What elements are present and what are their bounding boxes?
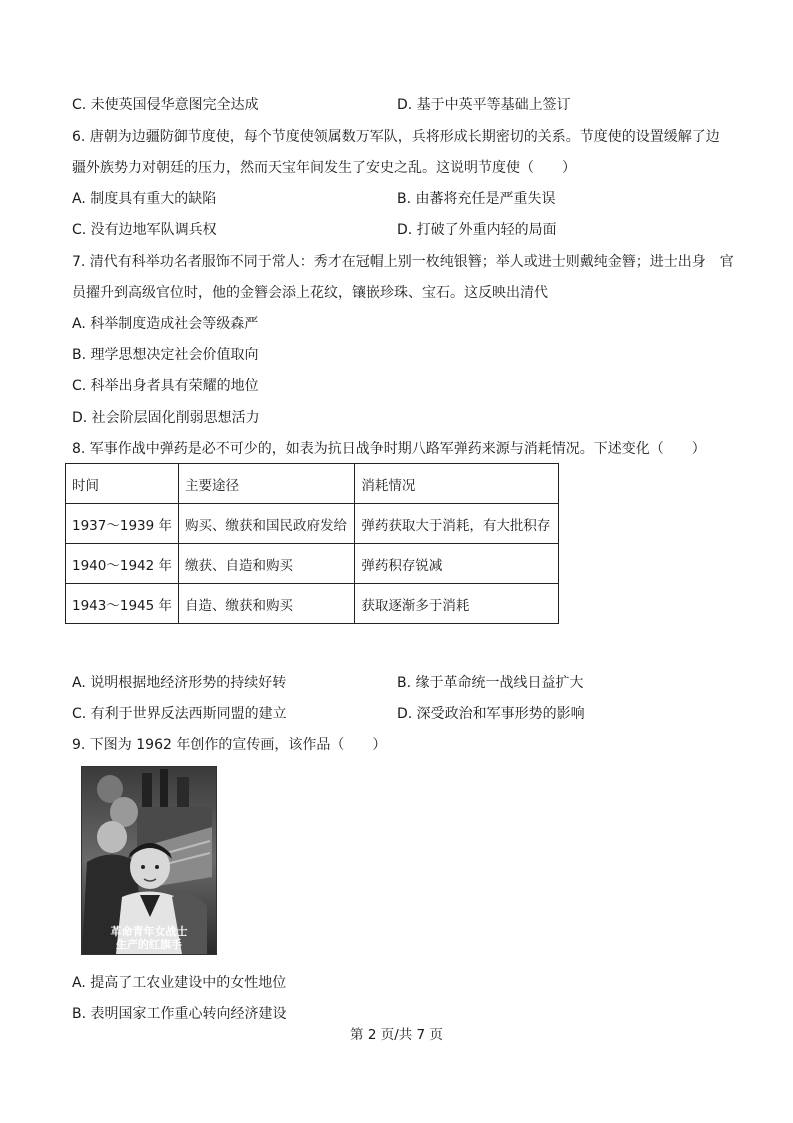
q6-option-d: D. 打破了外重内轻的局面: [397, 222, 557, 238]
q6-option-c: C. 没有边地军队调兵权: [72, 222, 217, 238]
q5-option-d: D. 基于中英平等基础上签订: [397, 97, 571, 113]
table-row: [66, 504, 559, 544]
q9-option-a: A. 提高了工农业建设中的女性地位: [72, 975, 287, 991]
table-header-cell: 时间: [66, 464, 179, 504]
q6-stem-line2: 疆外族势力对朝廷的压力，然而天宝年间发生了安史之乱。这说明节度使（ ）: [72, 160, 576, 176]
table-row: [66, 544, 559, 584]
q9-option-b: B. 表明国家工作重心转向经济建设: [72, 1006, 287, 1022]
table-cell: 弹药积存锐减: [355, 544, 559, 584]
table-cell: 自造、缴获和购买: [179, 584, 355, 624]
q9-stem: 9. 下图为 1962 年创作的宣传画，该作品（ ）: [72, 737, 387, 753]
q8-option-a: A. 说明根据地经济形势的持续好转: [72, 675, 287, 691]
q7-option-d: D. 社会阶层固化削弱思想活力: [72, 410, 260, 426]
q6-option-b: B. 由蕃将充任是严重失误: [397, 191, 556, 207]
q5-option-c: C. 未使英国侵华意图完全达成: [72, 97, 259, 113]
table-cell: 弹药获取大于消耗，有大批积存: [355, 504, 559, 544]
poster-caption-line1: 革命青年女战士: [110, 925, 188, 938]
q6-stem-line1: 6. 唐朝为边疆防御节度使，每个节度使领属数万军队，兵将形成长期密切的关系。节度使的设置缓解了边: [72, 129, 720, 145]
poster-caption-line2: 生产的红旗手: [116, 938, 182, 951]
table-cell: 1937～1939 年: [66, 504, 179, 544]
page-number: 第 2 页/共 7 页: [350, 1027, 443, 1043]
q7-stem-line2: 员擢升到高级官位时，他的金簪会添上花纹，镶嵌珍珠、宝石。这反映出清代: [72, 285, 548, 301]
table-cell: 购买、缴获和国民政府发给: [179, 504, 355, 544]
q8-option-b: B. 缘于革命统一战线日益扩大: [397, 675, 584, 691]
q8-option-d: D. 深受政治和军事形势的影响: [397, 706, 585, 722]
q7-stem-line1: 7. 清代有科举功名者服饰不同于常人：秀才在冠帽上别一枚纯银簪；举人或进士则戴纯金簪；进士出身 官: [72, 254, 734, 270]
q7-option-b: B. 理学思想决定社会价值取向: [72, 347, 259, 363]
table-header-row: [66, 464, 559, 504]
table-row: [66, 584, 559, 624]
table-cell: 1940～1942 年: [66, 544, 179, 584]
q7-option-a: A. 科举制度造成社会等级森严: [72, 316, 259, 332]
q7-option-c: C. 科举出身者具有荣耀的地位: [72, 378, 259, 394]
table-cell: 缴获、自造和购买: [179, 544, 355, 584]
q8-option-c: C. 有利于世界反法西斯同盟的建立: [72, 706, 287, 722]
table-cell: 1943～1945 年: [66, 584, 179, 624]
table-cell: 获取逐渐多于消耗: [355, 584, 559, 624]
table-header-cell: 消耗情况: [355, 464, 559, 504]
ammunition-table: [65, 463, 559, 624]
propaganda-poster-image: [81, 766, 217, 955]
q6-option-a: A. 制度具有重大的缺陷: [72, 191, 217, 207]
table-header-cell: 主要途径: [179, 464, 355, 504]
q8-stem: 8. 军事作战中弹药是必不可少的，如表为抗日战争时期八路军弹药来源与消耗情况。下述变化（ ）: [72, 441, 706, 457]
